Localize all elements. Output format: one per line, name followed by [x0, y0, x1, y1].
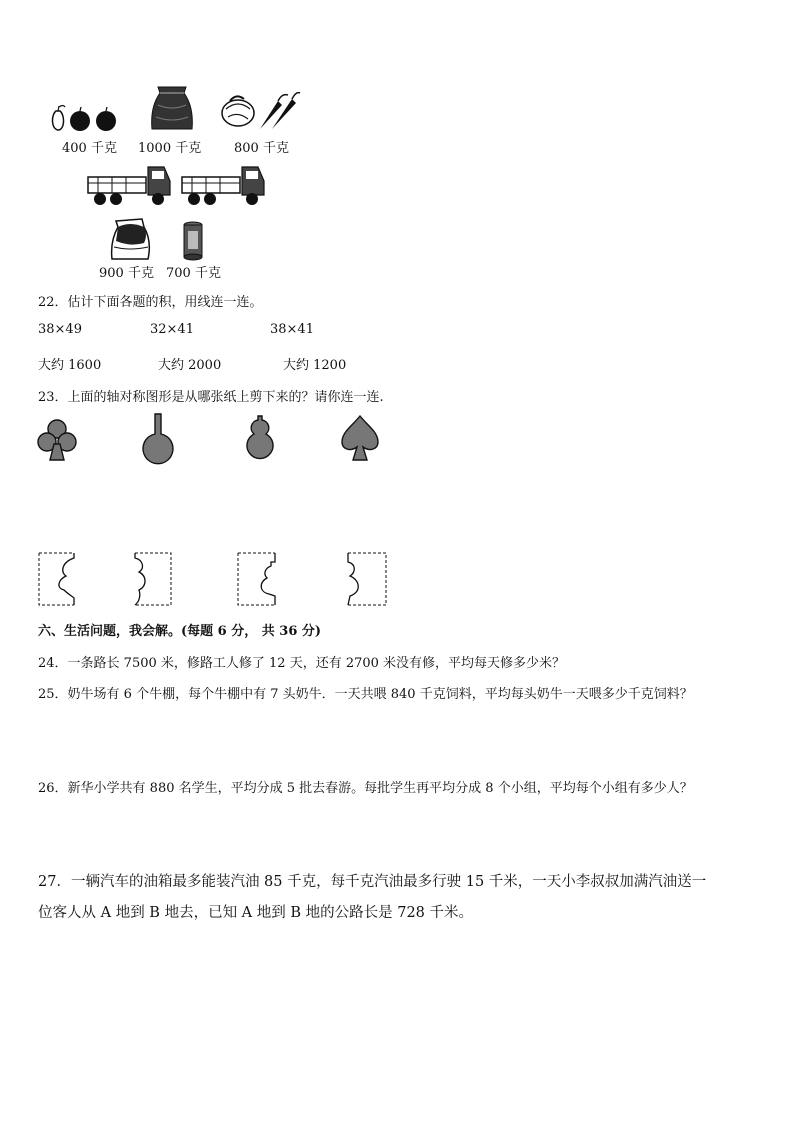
expression-1: 38×49 — [38, 322, 82, 337]
question-25: 25．奶牛场有 6 个牛棚，每个牛棚中有 7 头奶牛．一天共喂 840 千克饲料，平均每头奶牛一天喂多少千克饲料？ — [38, 687, 693, 702]
folded-paper-1[interactable] — [38, 552, 76, 606]
folded-paper-4[interactable] — [346, 552, 388, 606]
folded-paper-2[interactable] — [133, 552, 173, 606]
club-shape-icon — [38, 418, 76, 462]
question-27-line-2: 位客人从 A 地到 B 地去，已知 A 地到 B 地的公路长是 728 千米。 — [38, 905, 474, 921]
weight-label-barrel: 700 千克 — [166, 266, 221, 281]
estimate-1: 大约 1600 — [38, 358, 102, 373]
question-23: 23．上面的轴对称图形是从哪张纸上剪下来的？请你连一连. — [38, 390, 384, 405]
pendant-shape-icon — [140, 412, 176, 464]
estimate-2: 大约 2000 — [158, 358, 222, 373]
coal-sack-icon — [108, 217, 154, 261]
barrel-icon — [182, 221, 204, 261]
question-27-line-1: 27．一辆汽车的油箱最多能装汽油 85 千克，每千克汽油最多行驶 15 千米，一天小李叔叔加满汽油送一 — [38, 874, 707, 890]
truck-icon — [180, 163, 266, 207]
question-26: 26．新华小学共有 880 名学生，平均分成 5 批去春游。每批学生再平均分成 8 个小组，平均每个小组有多少人？ — [38, 781, 693, 796]
truck-icon — [86, 163, 172, 207]
spade-shape-icon — [340, 414, 380, 462]
vegetables-icon — [220, 91, 300, 131]
question-24: 24．一条路长 7500 米，修路工人修了 12 天，还有 2700 米没有修，平均每天修多少米？ — [38, 656, 566, 671]
weight-label-coal: 900 千克 — [99, 266, 154, 281]
expression-2: 32×41 — [150, 322, 194, 337]
goods-figure — [40, 85, 330, 285]
expression-3: 38×41 — [270, 322, 314, 337]
weight-label-vegetables: 800 千克 — [234, 141, 289, 156]
weight-label-sack: 1000 千克 — [138, 141, 202, 156]
estimate-3: 大约 1200 — [283, 358, 347, 373]
question-22: 22．估计下面各题的积，用线连一连。 — [38, 295, 263, 310]
weight-label-fruit: 400 千克 — [62, 141, 117, 156]
section-6-title: 六、生活问题，我会解。(每题 6 分， 共 36 分) — [38, 624, 322, 639]
folded-paper-3[interactable] — [237, 552, 277, 606]
gourd-shape-icon — [244, 414, 276, 464]
fruit-icon — [48, 103, 124, 133]
sack-icon — [146, 85, 198, 133]
